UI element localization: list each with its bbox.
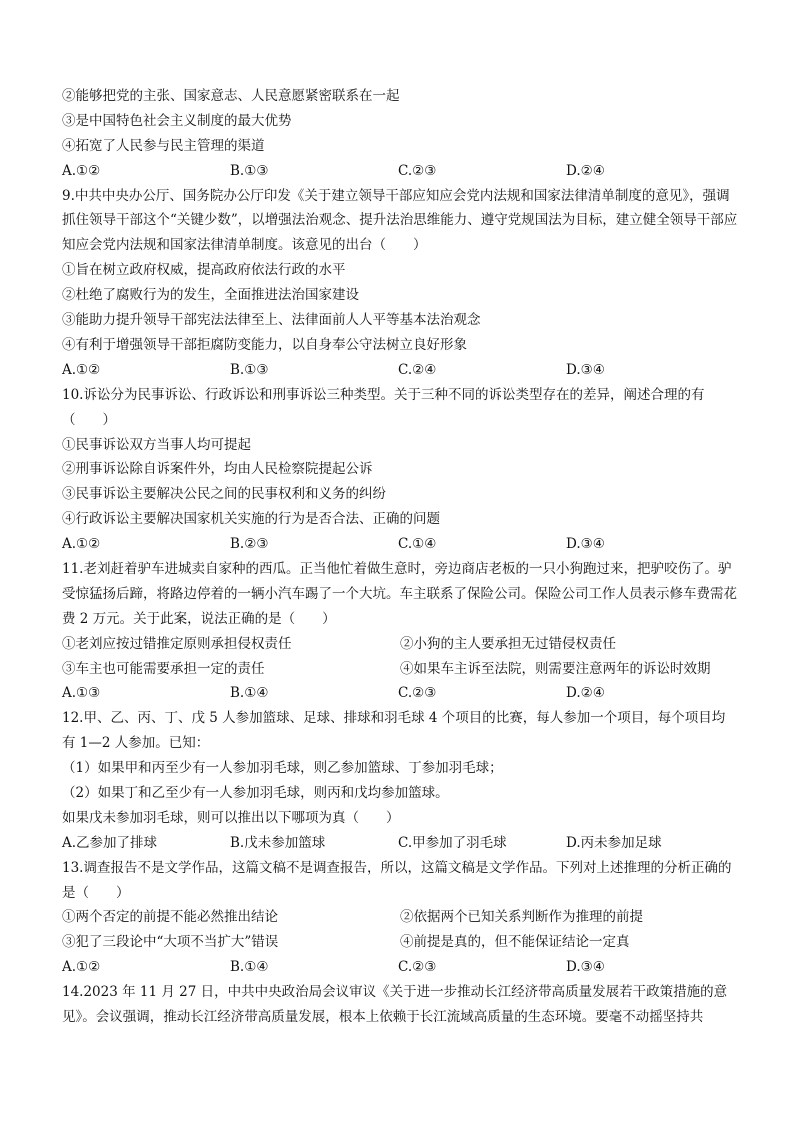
option-pair xyxy=(62,632,738,657)
choice-c: C.甲参加了羽毛球 xyxy=(398,834,507,851)
option-pair xyxy=(62,930,738,955)
answer-choices xyxy=(62,955,738,980)
answer-choices xyxy=(62,681,738,706)
answer-choices xyxy=(62,831,738,856)
option-pair xyxy=(62,657,738,682)
question-stem: 12.甲、乙、丙、丁、戊 5 人参加篮球、足球、排球和羽毛球 4 个项目的比赛，每人参加一个项目，每个项目均有 1—2 人参加。已知： xyxy=(62,710,726,752)
option-statement: ②小狗的主人要承担无过错侵权责任 xyxy=(400,635,616,652)
option-statement: ④行政诉讼主要解决国家机关实施的行为是否合法、正确的问题 xyxy=(62,511,440,528)
choice-c: C.②③ xyxy=(398,685,437,702)
choice-c: C.②③ xyxy=(398,959,437,976)
choice-a: A.①③ xyxy=(62,685,101,702)
question-stem: 9.中共中央办公厅、国务院办公厅印发《关于建立领导干部应知应会党内法规和国家法律清单制度的意见》，强调抓住领导干部这个“关键少数”，以增强法治观念、提升法治思维能力、遵守党规国法为目标，建立健全领导干部应知应会党内法规和国家法律清单制度。该意见的出台（ ） xyxy=(62,187,738,254)
choice-a: A.①② xyxy=(62,959,101,976)
option-statement: ④拓宽了人民参与民主管理的渠道 xyxy=(62,137,265,154)
question-9 xyxy=(62,184,738,259)
answer-choices xyxy=(62,532,738,557)
option-statement: ③车主也可能需要承担一定的责任 xyxy=(62,660,265,677)
choice-a: A.①② xyxy=(62,536,101,553)
option-statement: ④有利于增强领导干部拒腐防变能力，以自身奉公守法树立良好形象 xyxy=(62,336,467,353)
option-statement: ④前提是真的，但不能保证结论一定真 xyxy=(400,934,630,951)
question-stem: 14.2023 年 11 月 27 日，中共中央政治局会议审议《关于进一步推动长江经济带高质量发展若干政策措施的意见》。会议强调，推动长江经济带高质量发展，根本上依赖于长江流域高质量的生态环境。要毫不动摇坚持共 xyxy=(62,984,728,1026)
question-13 xyxy=(62,856,738,906)
option-statement: ②刑事诉讼除自诉案件外，均由人民检察院提起公诉 xyxy=(62,461,373,478)
option-statement: ③是中国特色社会主义制度的最大优势 xyxy=(62,112,292,129)
question-10 xyxy=(62,383,738,433)
option-statement: ①民事诉讼双方当事人均可提起 xyxy=(62,436,251,453)
option-statement: ①旨在树立政府权威，提高政府依法行政的水平 xyxy=(62,262,346,279)
answer-choices xyxy=(62,159,738,184)
choice-d: D.③④ xyxy=(566,959,605,976)
choice-d: D.②④ xyxy=(566,162,605,179)
choice-d: D.②④ xyxy=(566,685,605,702)
option-statement: ④如果车主诉至法院，则需要注意两年的诉讼时效期 xyxy=(400,660,711,677)
choice-c: C.①④ xyxy=(398,536,437,553)
choice-a: A.①② xyxy=(62,162,101,179)
choice-d: D.③④ xyxy=(566,361,605,378)
question-11 xyxy=(62,557,738,632)
choice-b: B.①③ xyxy=(230,162,269,179)
option-statement: ①两个否定的前提不能必然推出结论 xyxy=(62,909,278,926)
choice-b: B.②③ xyxy=(230,536,269,553)
choice-b: B.戊未参加篮球 xyxy=(230,834,326,851)
question-stem: 13.调查报告不是文学作品，这篇文稿不是调查报告，所以，这篇文稿是文学作品。下列对上述推理的分析正确的是（ ） xyxy=(62,859,732,901)
question-stem: 10.诉讼分为民事诉讼、行政诉讼和刑事诉讼三种类型。关于三种不同的诉讼类型存在的差异，阐述合理的有（ ） xyxy=(62,386,705,428)
question-stem: 11.老刘赶着驴车进城卖自家种的西瓜。正当他忙着做生意时，旁边商店老板的一只小狗跑过来，把驴咬伤了。驴受惊猛扬后蹄，将路边停着的一辆小汽车踢了一个大坑。车主联系了保险公司。保险公司工作人员表示修车费需花费 2 万元。关于此案，说法正确的是（ ） xyxy=(62,560,737,627)
option-statement: ①老刘应按过错推定原则承担侵权责任 xyxy=(62,635,292,652)
choice-a: A.①② xyxy=(62,361,101,378)
choice-c: C.②④ xyxy=(398,361,437,378)
choice-d: D.丙未参加足球 xyxy=(566,834,662,851)
choice-d: D.③④ xyxy=(566,536,605,553)
option-statement: ③能助力提升领导干部宪法法律至上、法律面前人人平等基本法治观念 xyxy=(62,312,481,329)
option-statement: ③民事诉讼主要解决公民之间的民事权利和义务的纠纷 xyxy=(62,486,386,503)
choice-c: C.②③ xyxy=(398,162,437,179)
option-statement: ②杜绝了腐败行为的发生，全面推进法治国家建设 xyxy=(62,287,359,304)
question-prompt: 如果戊未参加羽毛球，则可以推出以下哪项为真（ ） xyxy=(62,809,400,826)
condition: （2）如果丁和乙至少有一人参加羽毛球，则丙和戊均参加篮球。 xyxy=(62,785,449,801)
condition: （1）如果甲和丙至少有一人参加羽毛球，则乙参加篮球、丁参加羽毛球； xyxy=(62,760,503,777)
question-list xyxy=(62,84,738,1030)
option-statement: ②依据两个已知关系判断作为推理的前提 xyxy=(400,909,643,926)
question-14 xyxy=(62,980,738,1030)
option-statement: ②能够把党的主张、国家意志、人民意愿紧密联系在一起 xyxy=(62,88,400,104)
choice-b: B.①④ xyxy=(230,959,269,976)
option-statement: ③犯了三段论中“大项不当扩大”错误 xyxy=(62,934,279,951)
choice-b: B.①④ xyxy=(230,685,269,702)
choice-b: B.①③ xyxy=(230,361,269,378)
option-pair xyxy=(62,905,738,930)
question-12 xyxy=(62,706,738,756)
choice-a: A.乙参加了排球 xyxy=(62,834,158,851)
answer-choices xyxy=(62,358,738,383)
